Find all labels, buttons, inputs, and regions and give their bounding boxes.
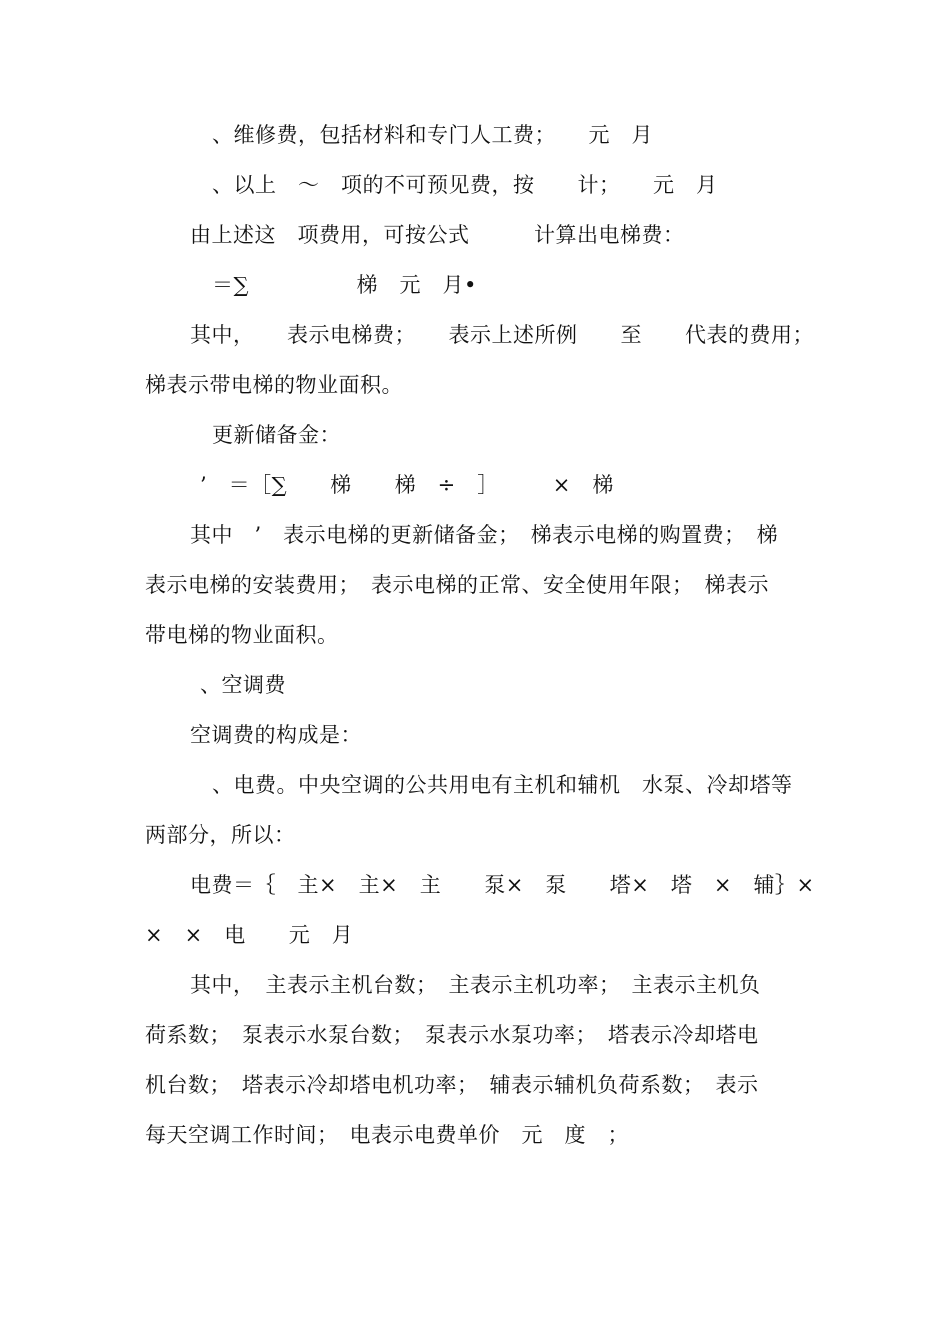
text-line-electricity: 、电费。中央空调的公共用电有主机和辅机 水泵、冷却塔等 (212, 773, 793, 797)
text-line-where-1: 其中， 表示电梯费； 表示上述所例 至 代表的费用； (190, 323, 814, 347)
text-line-unforeseen-fee: 、以上 ～ 项的不可预见费，按 计； 元 月 (212, 173, 718, 197)
text-line-where-3-cont-1: 荷系数； 泵表示水泵台数； 泵表示水泵功率； 塔表示冷却塔电 (145, 1023, 759, 1047)
heading-air-conditioning-fee: 、空调费 (200, 673, 286, 697)
text-line-where-2: 其中 ’ 表示电梯的更新储备金； 梯表示电梯的购置费； 梯 (190, 523, 779, 547)
text-line-where-1-cont: 梯表示带电梯的物业面积。 (145, 373, 403, 397)
text-line-electricity-cont: 两部分，所以： (145, 823, 296, 847)
formula-elevator-fee: ＝∑ 梯 元 月• (212, 273, 477, 297)
text-line-repair-fee: 、维修费，包括材料和专门人工费； 元 月 (212, 123, 653, 147)
formula-electricity-fee: 电费＝｛ 主× 主× 主 泵× 泵 塔× 塔 × 辅｝× (190, 873, 815, 897)
text-line-where-3-cont-3: 每天空调工作时间； 电表示电费单价 元 度 ； (145, 1123, 629, 1147)
heading-renewal-reserve: 更新储备金： (212, 423, 341, 447)
text-line-where-2-cont-2: 带电梯的物业面积。 (145, 623, 339, 647)
text-line-formula-intro: 由上述这 项费用，可按公式 计算出电梯费： (190, 223, 685, 247)
formula-renewal-reserve: ’ ＝［∑ 梯 梯 ÷ ］ × 梯 (200, 473, 614, 497)
text-line-where-3-cont-2: 机台数； 塔表示冷却塔电机功率； 辅表示辅机负荷系数； 表示 (145, 1073, 759, 1097)
formula-electricity-fee-cont: × × 电 元 月 (145, 923, 354, 947)
text-line-ac-composition: 空调费的构成是： (190, 723, 362, 747)
text-line-where-3: 其中， 主表示主机台数； 主表示主机功率； 主表示主机负 (190, 973, 761, 997)
text-line-where-2-cont-1: 表示电梯的安装费用； 表示电梯的正常、安全使用年限； 梯表示 (145, 573, 769, 597)
